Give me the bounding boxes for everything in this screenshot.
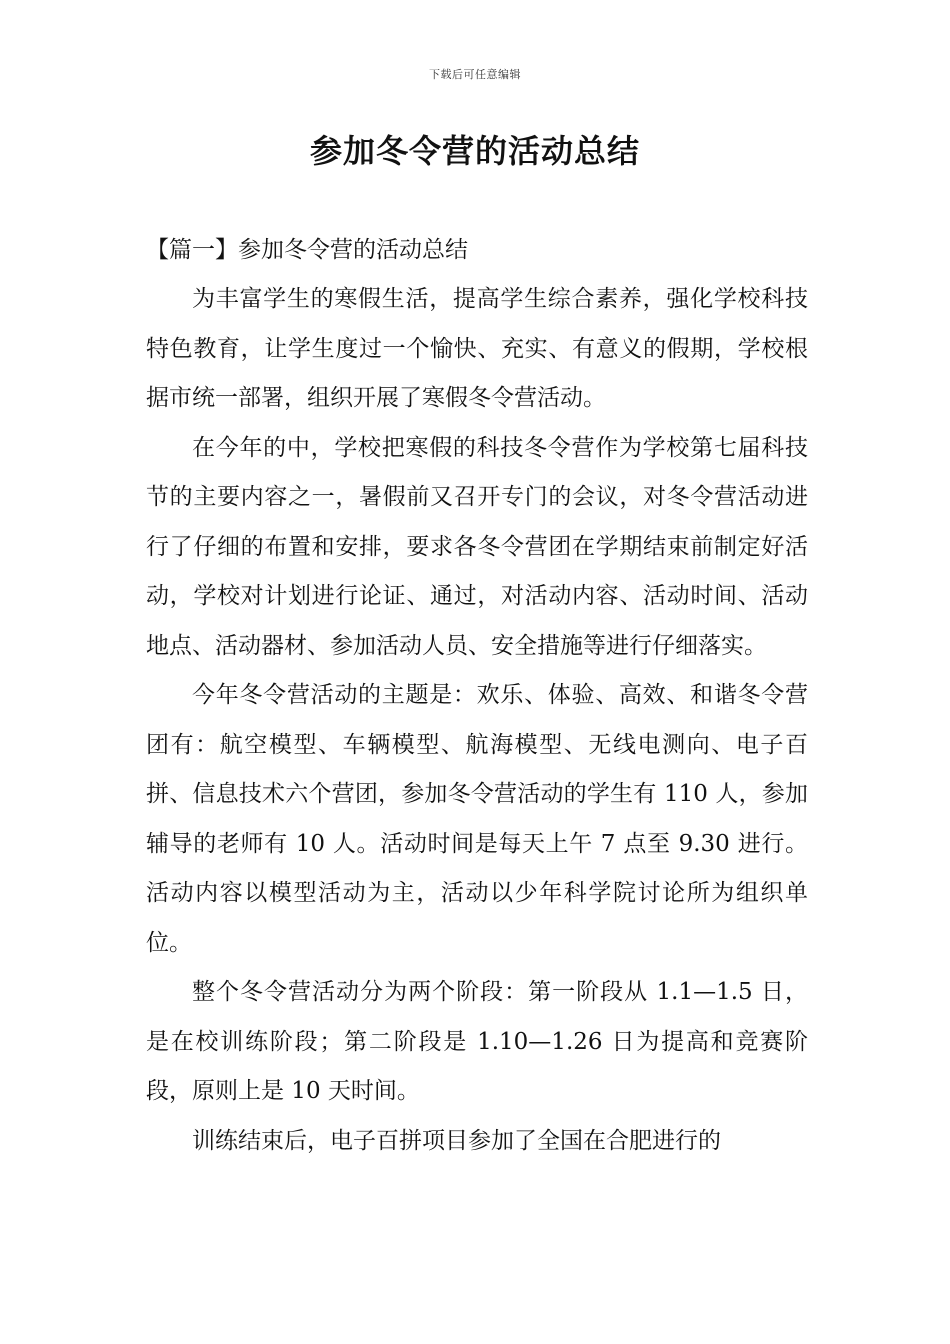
page-title: 参加冬令营的活动总结	[309, 132, 640, 170]
section-heading: 【篇一】参加冬令营的活动总结	[146, 237, 468, 263]
paragraph: 整个冬令营活动分为两个阶段：第一阶段从 1.1—1.5 日，是在校训练阶段；第二阶段是 1.10—1.26 日为提高和竞赛阶段，原则上是 10 天时间。	[146, 979, 808, 1104]
paragraph: 为丰富学生的寒假生活，提高学生综合素养，强化学校科技特色教育，让学生度过一个愉快、充实、有意义的假期，学校根据市统一部署，组织开展了寒假冬令营活动。	[146, 286, 808, 411]
paragraph: 今年冬令营活动的主题是：欢乐、体验、高效、和谐冬令营团有：航空模型、车辆模型、航海模型、无线电测向、电子百拼、信息技术六个营团，参加冬令营活动的学生有 110 人，参加辅导的老师有 10 人。活动时间是每天上午 7 点至 9.30 进行。活动内容以模型活动为主，活动以少年科学院讨论所为组织单位。	[146, 682, 808, 956]
paragraph: 在今年的中，学校把寒假的科技冬令营作为学校第七届科技节的主要内容之一，暑假前又召开专门的会议，对冬令营活动进行了仔细的布置和安排，要求各冬令营团在学期结束前制定好活动，学校对计划进行论证、通过，对活动内容、活动时间、活动地点、活动器材、参加活动人员、安全措施等进行仔细落实。	[146, 434, 808, 659]
header-note: 下载后可任意编辑	[429, 68, 521, 81]
document-body	[146, 226, 808, 1166]
paragraph: 训练结束后，电子百拼项目参加了全国在合肥进行的	[192, 1127, 721, 1154]
